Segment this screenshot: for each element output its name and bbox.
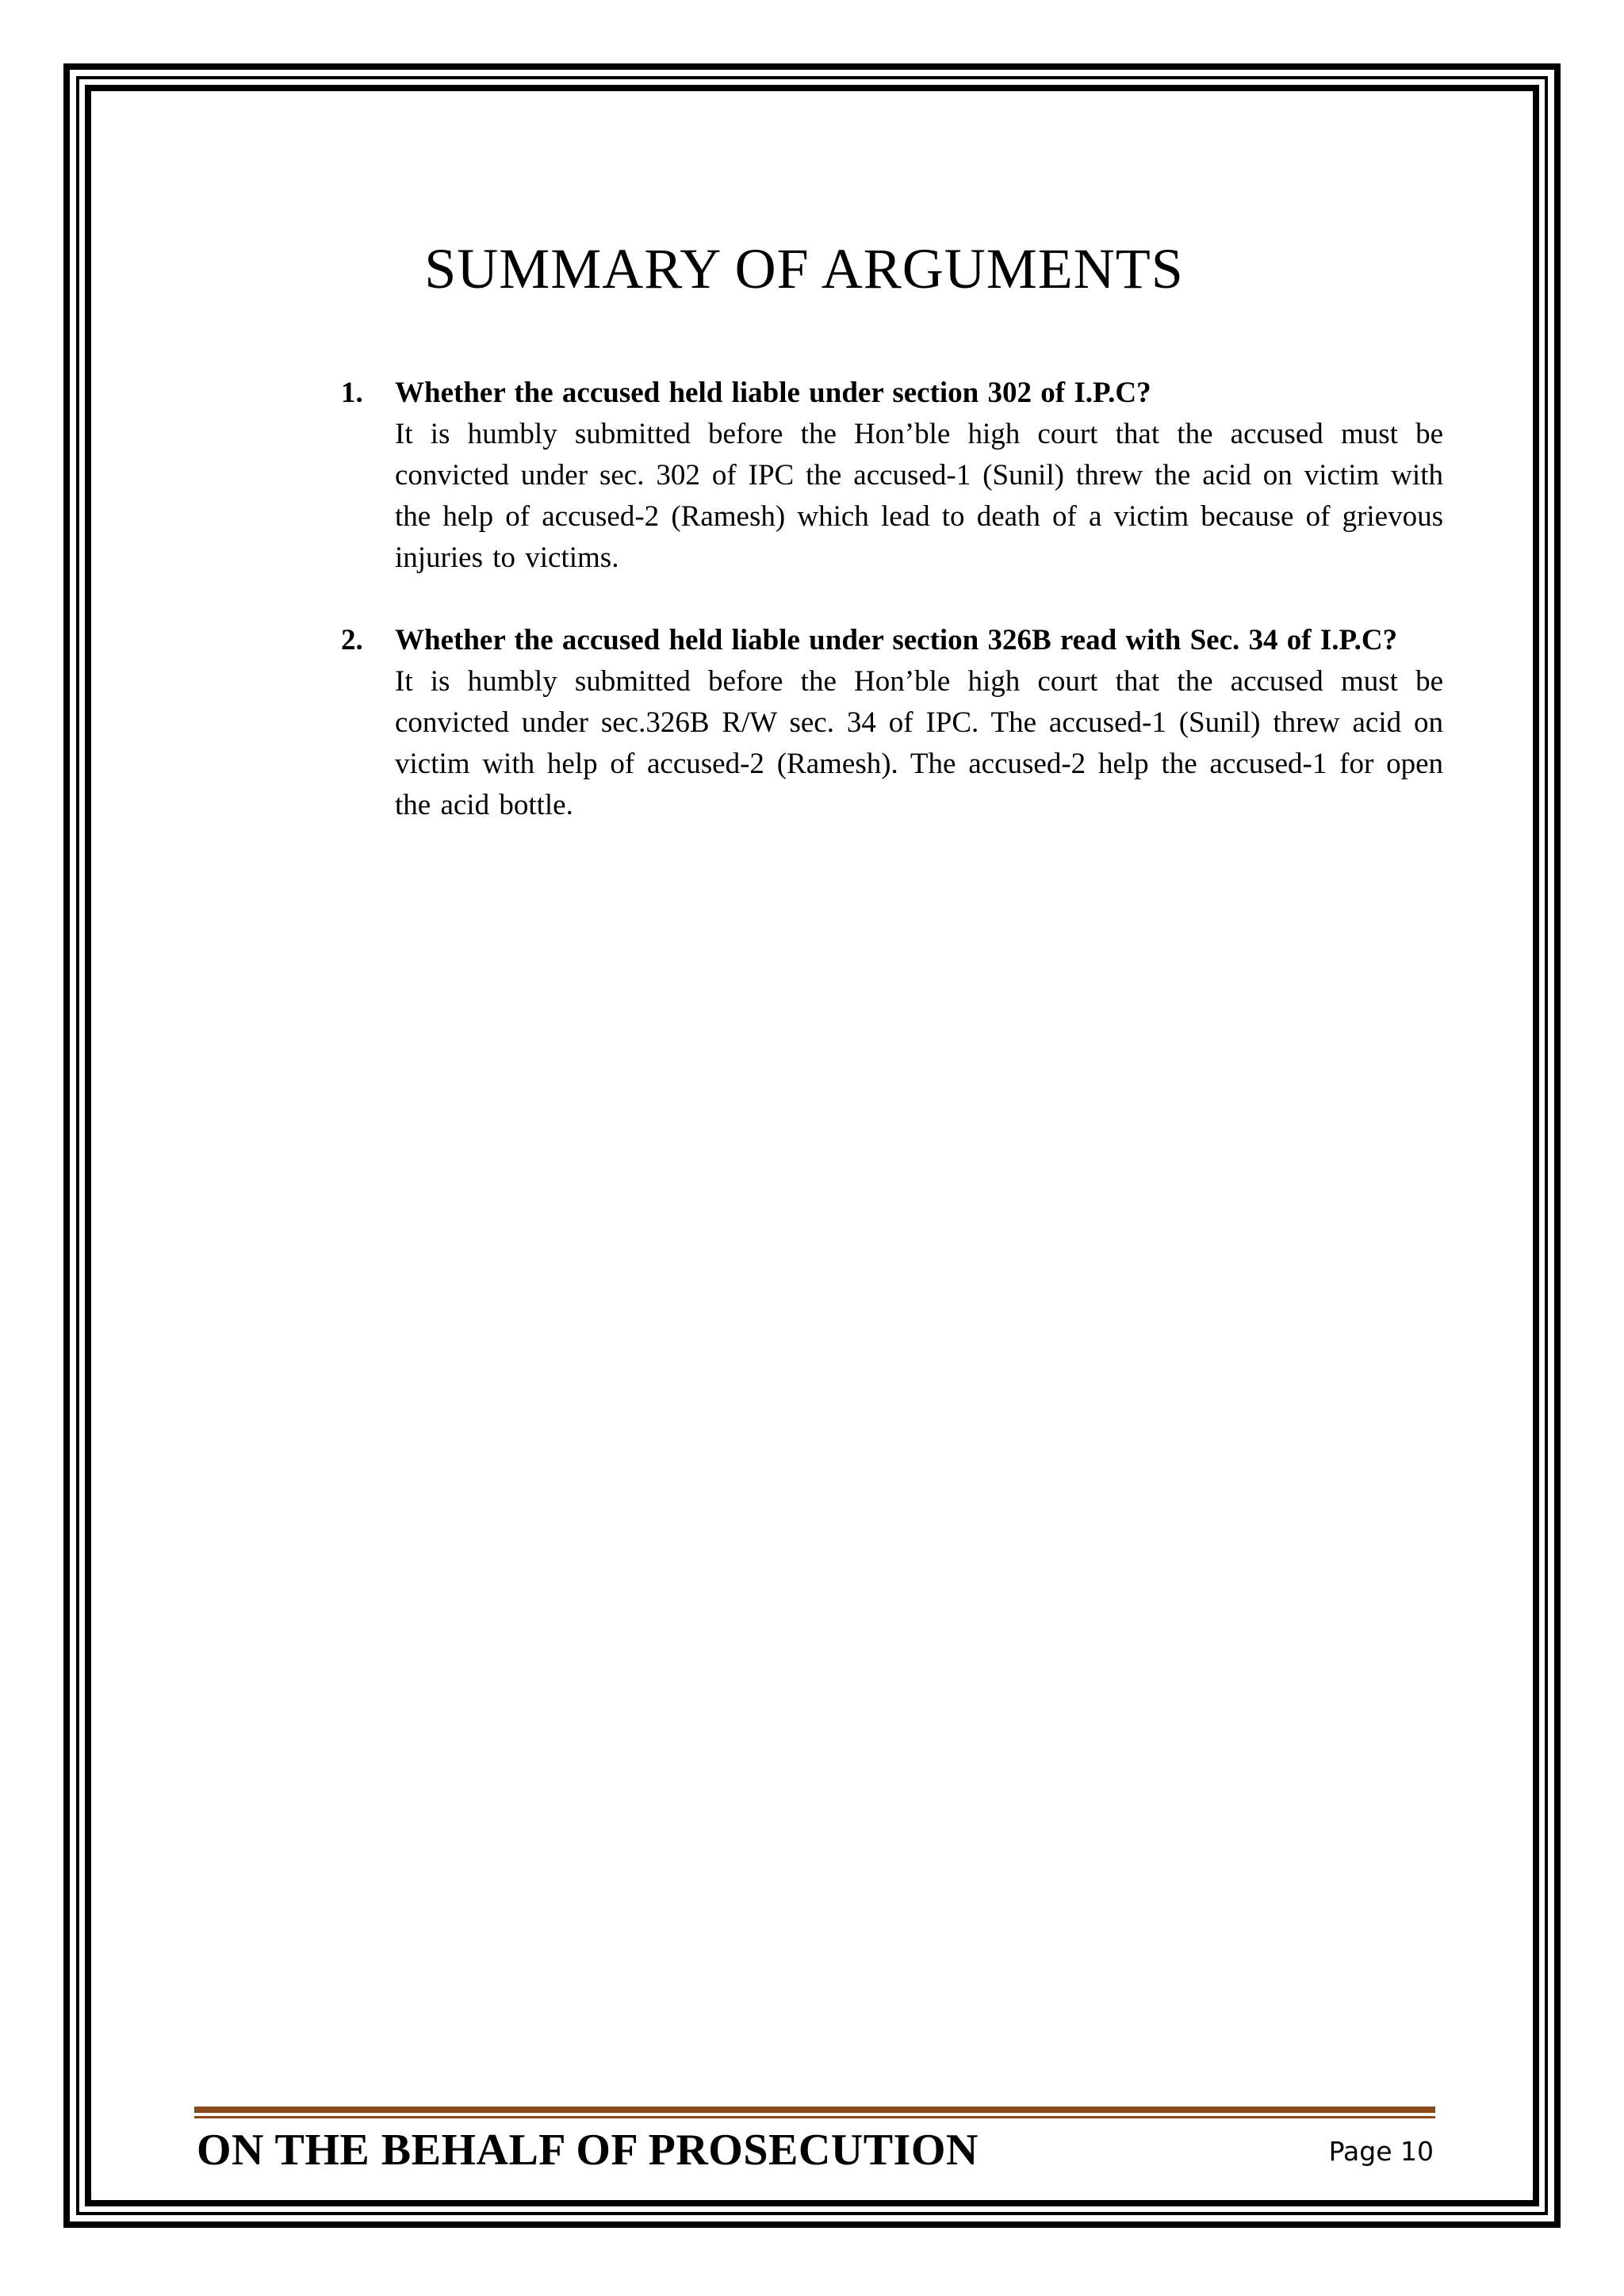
page-title: SUMMARY OF ARGUMENTS (424, 237, 1184, 301)
argument-number: 1. (341, 377, 363, 409)
footer-title: ON THE BEHALF OF PROSECUTION (197, 2126, 979, 2175)
page-number: Page 10 (1328, 2136, 1434, 2167)
argument-body: It is humbly submitted before the Hon’ble high court that the accused must be convicted under sec.326B R/W sec. 34 of IPC. The accused-1 (Sunil) threw acid on victim with help of accused-2 (Ramesh). The accused-2 help the accused-1 for open the acid bottle. (395, 665, 1443, 821)
argument-heading: Whether the accused held liable under section 326B read with Sec. 34 of I.P.C? (395, 624, 1398, 656)
argument-item (341, 373, 1443, 579)
footer-rule-thick (194, 2107, 1435, 2113)
argument-heading: Whether the accused held liable under section 302 of I.P.C? (395, 377, 1151, 409)
argument-body: It is humbly submitted before the Hon’ble high court that the accused must be convicted under sec. 302 of IPC the accused-1 (Sunil) threw the acid on victim with the help of accused-2 (Ramesh) which lead to death of a victim because of grievous injuries to victims. (395, 418, 1443, 574)
arguments-list (341, 373, 1443, 867)
argument-item (341, 620, 1443, 826)
argument-number: 2. (341, 624, 363, 656)
